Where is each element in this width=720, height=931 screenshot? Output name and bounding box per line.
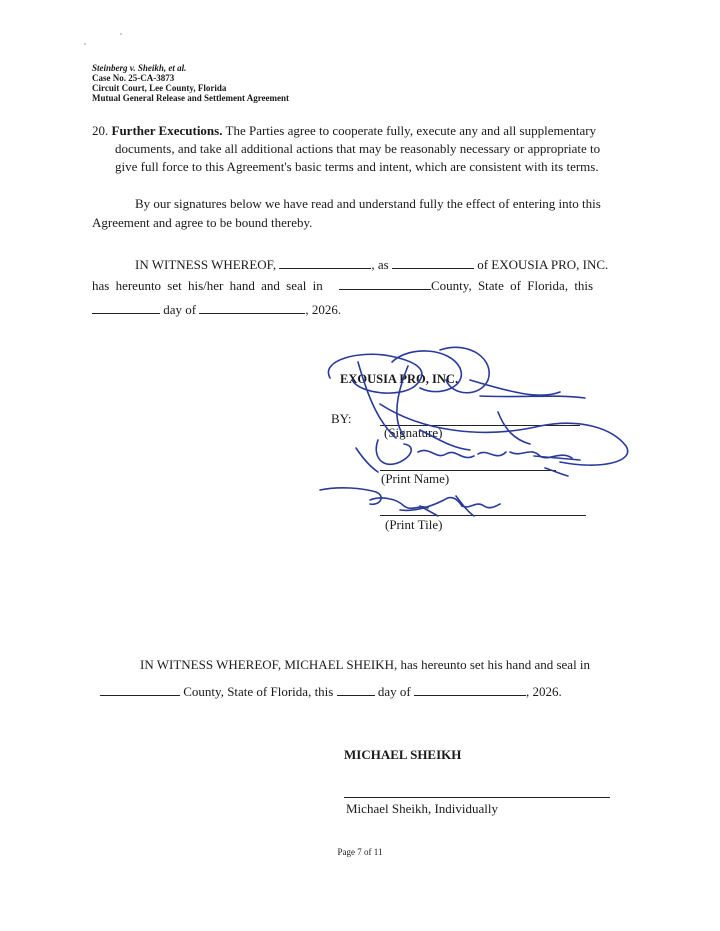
month-blank[interactable] xyxy=(414,683,526,696)
witness-text: of EXOUSIA PRO, INC. xyxy=(473,257,609,272)
witness-text: day of xyxy=(160,302,200,317)
witness-text: County, State of Florida, this xyxy=(431,278,594,293)
signature-label: (Signature) xyxy=(384,425,443,440)
witness-text: , as xyxy=(371,257,392,272)
county-blank[interactable] xyxy=(100,683,180,696)
section-text: The Parties agree to cooperate fully, execute any and all supplementary xyxy=(222,123,597,138)
court-name: Circuit Court, Lee County, Florida xyxy=(92,83,227,93)
witness-company-line-1 xyxy=(135,255,608,274)
witness-company-line-3 xyxy=(92,300,341,319)
county-blank[interactable] xyxy=(339,277,431,290)
section-20-line-3: give full force to this Agreement's basic terms and intent, which are consistent with its terms. xyxy=(115,159,599,174)
witness-text: , 2026. xyxy=(305,302,342,317)
acknowledgment-line-1: By our signatures below we have read and understand fully the effect of entering into this xyxy=(135,196,601,211)
by-label: BY: xyxy=(331,411,352,426)
signer-name-blank[interactable] xyxy=(279,256,371,269)
scan-speck xyxy=(84,43,86,45)
witness-company-line-2 xyxy=(92,276,593,295)
acknowledgment-line-2: Agreement and agree to be bound thereby. xyxy=(92,215,313,230)
signer-title-blank[interactable] xyxy=(392,256,474,269)
witness-text: County, State of Florida, this xyxy=(180,684,337,699)
scan-speck xyxy=(120,33,122,35)
document-title: Mutual General Release and Settlement Agreement xyxy=(92,93,290,103)
section-heading: Further Executions. xyxy=(111,123,223,138)
witness-text: IN WITNESS WHEREOF, xyxy=(135,257,280,272)
individual-signature-line[interactable] xyxy=(344,797,610,798)
witness-individual-line-1: IN WITNESS WHEREOF, MICHAEL SHEIKH, has hereunto set his hand and seal in xyxy=(140,657,591,672)
witness-text: day of xyxy=(374,684,414,699)
case-header xyxy=(92,63,289,103)
witness-individual-line-2 xyxy=(100,682,562,701)
page-number: Page 7 of 11 xyxy=(337,847,383,857)
witness-text: has hereunto set his/her hand and seal in xyxy=(92,278,329,293)
section-20-line-1 xyxy=(92,121,596,140)
case-number: Case No. 25-CA-3873 xyxy=(92,73,175,83)
individual-signature-label: Michael Sheikh, Individually xyxy=(346,801,499,816)
witness-text: , 2026. xyxy=(525,684,562,699)
company-name: EXOUSIA PRO, INC. xyxy=(340,372,459,386)
month-blank[interactable] xyxy=(199,301,305,314)
print-name-label: (Print Name) xyxy=(381,471,450,486)
print-title-line[interactable] xyxy=(380,515,586,516)
day-blank[interactable] xyxy=(337,683,375,696)
case-title: Steinberg v. Sheikh, et al. xyxy=(92,63,187,73)
individual-name: MICHAEL SHEIKH xyxy=(344,747,462,762)
day-blank[interactable] xyxy=(92,301,160,314)
print-title-label: (Print Tile) xyxy=(385,517,443,532)
section-20-line-2: documents, and take all additional actions that may be reasonably necessary or appropriate to xyxy=(115,141,601,156)
section-number: 20. xyxy=(92,123,109,138)
